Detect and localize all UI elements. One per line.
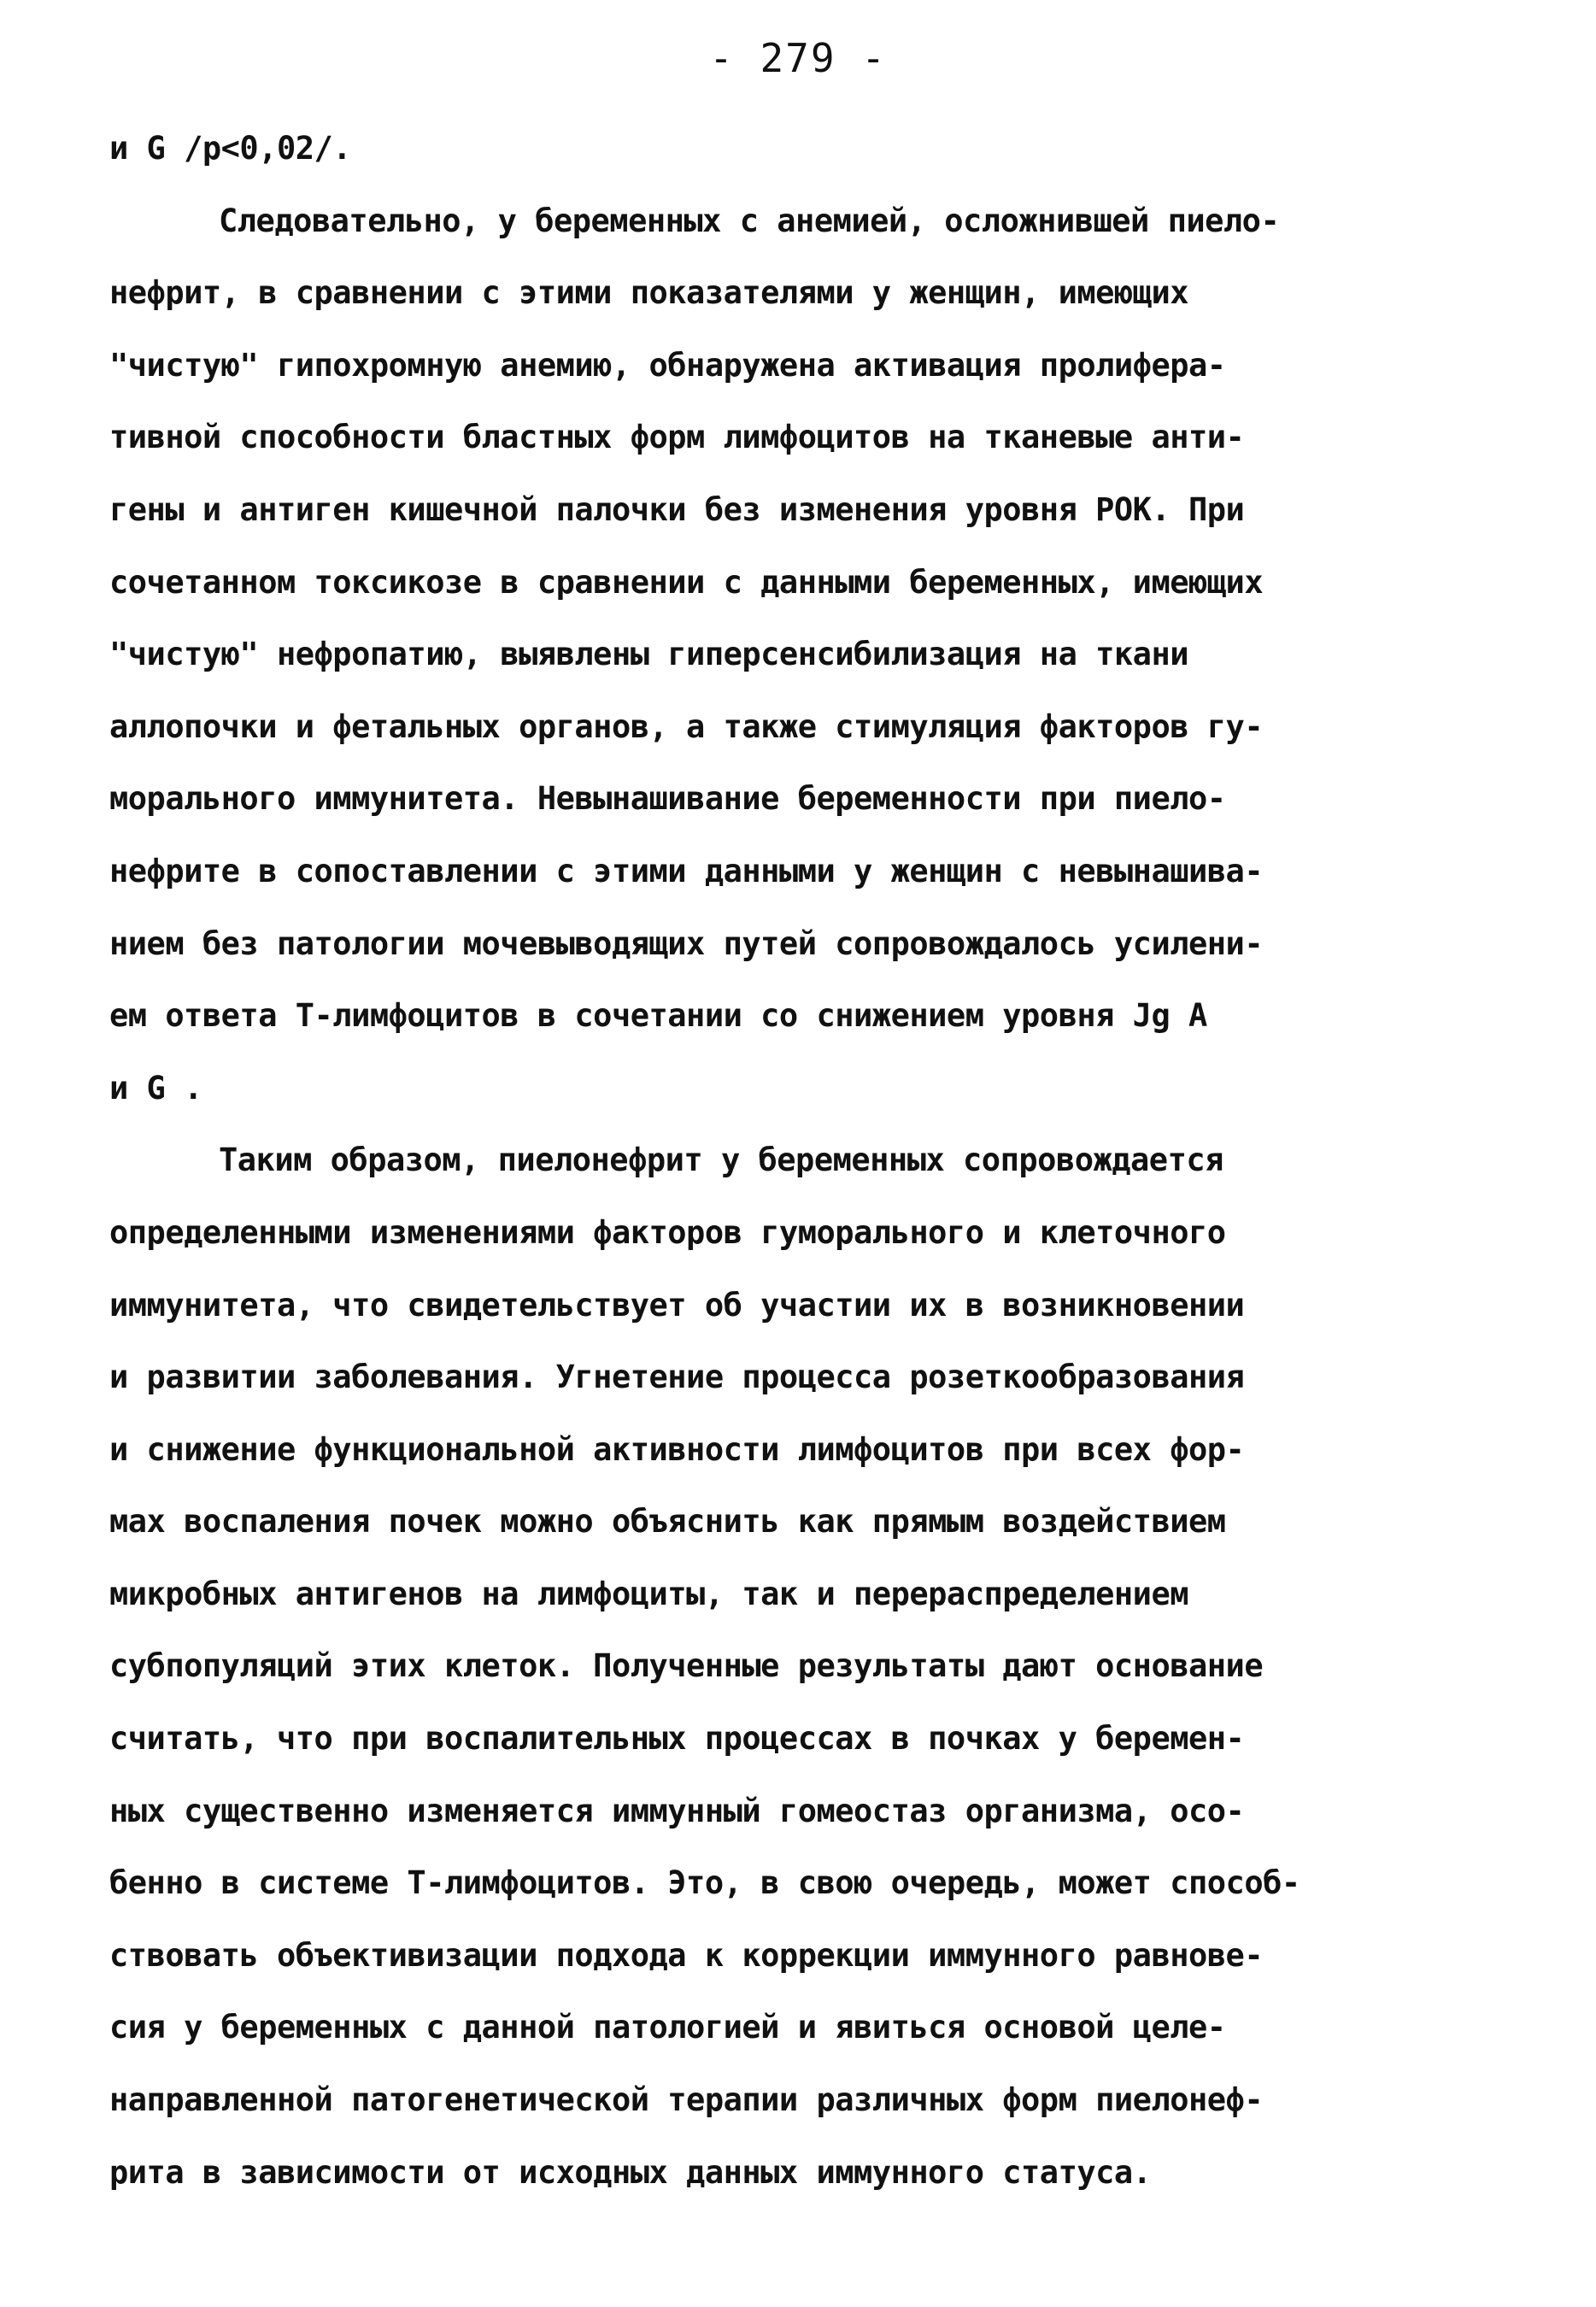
page-number: - 279 - (709, 35, 887, 81)
text-line: и G /р<0,02/. (109, 130, 352, 167)
paragraph-start-line: Таким образом, пиелонефрит у беременных сопровождается (219, 1142, 1223, 1179)
text-line: считать, что при воспалительных процессах в почках у беремен- (109, 1720, 1245, 1758)
text-line: и развитии заболевания. Угнетение процесса розеткообразования (109, 1359, 1245, 1396)
paragraph-start-line: Следовательно, у беременных с анемией, осложнившей пиело- (219, 202, 1280, 239)
text-line: бенно в системе Т-лимфоцитов. Это, в свою очередь, может способ- (109, 1864, 1300, 1902)
text-line: ем ответа Т-лимфоцитов в сочетании со снижением уровня Jg A (109, 997, 1207, 1035)
text-line: гены и антиген кишечной палочки без изменения уровня РОК. При (109, 490, 1245, 528)
text-line: тивной способности бластных форм лимфоцитов на тканевые анти- (109, 419, 1245, 456)
text-line: морального иммунитета. Невынашивание беременности при пиело- (109, 780, 1226, 818)
text-line: направленной патогенетической терапии различных форм пиелонеф- (109, 2081, 1264, 2119)
text-line: аллопочки и фетальных органов, а также стимуляция факторов гу- (109, 707, 1264, 745)
text-line: иммунитета, что свидетельствует об участии их в возникновении (109, 1286, 1245, 1324)
text-line: "чистую" гипохромную анемию, обнаружена активация пролифера- (109, 346, 1226, 384)
text-line: рита в зависимости от исходных данных иммунного статуса. (109, 2153, 1152, 2191)
text-line: сия у беременных с данной патологией и явиться основой целе- (109, 2009, 1226, 2046)
text-line: ных существенно изменяется иммунный гомеостаз организма, осо- (109, 1792, 1245, 1829)
text-line: ствовать объективизации подхода к коррекции иммунного равнове- (109, 1936, 1264, 1974)
text-line: и G . (109, 1069, 202, 1107)
text-line: мах воспаления почек можно объяснить как прямым воздействием (109, 1503, 1226, 1541)
text-line: и снижение функциональной активности лимфоцитов при всех фор- (109, 1430, 1245, 1468)
text-line: определенными изменениями факторов гуморального и клеточного (109, 1213, 1226, 1251)
text-line: "чистую" нефропатию, выявлены гиперсенсибилизация на ткани (109, 636, 1189, 673)
text-line: сочетанном токсикозе в сравнении с данными беременных, имеющих (109, 563, 1264, 601)
text-line: нием без патологии мочевыводящих путей сопровождалось усилени- (109, 925, 1264, 962)
text-line: субпопуляций этих клеток. Полученные результаты дают основание (109, 1647, 1264, 1685)
text-line: нефрит, в сравнении с этими показателями у женщин, имеющих (109, 274, 1189, 312)
text-line: нефрите в сопоставлении с этими данными у женщин с невынашива- (109, 852, 1264, 889)
text-line: микробных антигенов на лимфоциты, так и перераспределением (109, 1575, 1189, 1612)
body-text (109, 113, 1493, 2209)
